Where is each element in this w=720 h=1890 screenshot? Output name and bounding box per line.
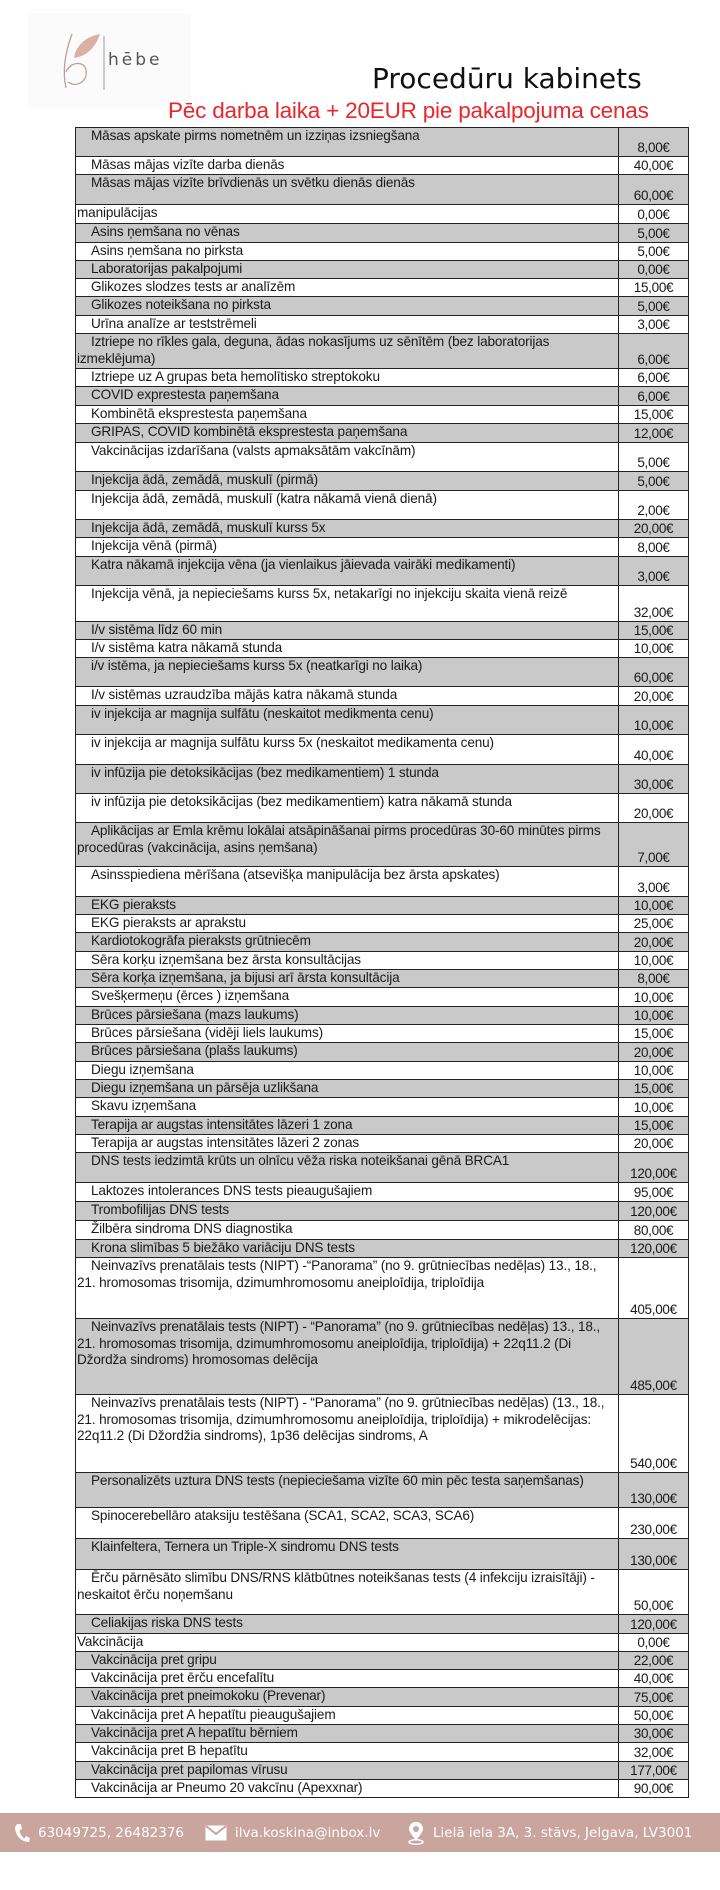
service-price: 12,00€ (633, 426, 674, 441)
service-name: Neinvazīvs prenatālais tests (NIPT) -“Panorama” (no 9. grūtniecības nedēļas) 13., 18., 21. hromosomas trisomija, dzimumhromosomu aneiploīdija, triploīdija (76, 1258, 619, 1318)
table-row (76, 1652, 688, 1670)
page-title: Procedūru kabinets (372, 62, 642, 95)
service-price: 15,00€ (633, 407, 674, 422)
table-row (76, 557, 688, 586)
table-row (76, 1688, 688, 1707)
table-row (76, 794, 688, 823)
table-row (76, 970, 688, 988)
table-row (76, 1240, 688, 1258)
service-price: 540,00€ (630, 1456, 677, 1471)
service-price: 3,00€ (637, 317, 670, 332)
service-name: COVID exprestesta paņemšana (76, 387, 619, 405)
email-address: ilva.koskina@inbox.lv (235, 1824, 381, 1841)
service-name: Vakcinācija ar Pneumo 20 vakcīnu (Apexxnar) (76, 1780, 619, 1797)
service-name: Terapija ar augstas intensitātes lāzeri 1 zona (76, 1117, 619, 1134)
table-row (76, 224, 688, 243)
service-price: 15,00€ (633, 280, 674, 295)
mail-icon (205, 1825, 227, 1841)
table-row (76, 1743, 688, 1762)
service-price: 22,00€ (633, 1653, 674, 1668)
service-name: iv infūzija pie detoksikācijas (bez medikamentiem) 1 stunda (76, 765, 619, 793)
service-price: 95,00€ (633, 1185, 674, 1200)
service-price: 75,00€ (633, 1690, 674, 1705)
service-price: 130,00€ (630, 1491, 677, 1506)
table-row (76, 823, 688, 867)
service-price: 3,00€ (637, 569, 670, 584)
service-name: I/v sistēma katra nākamā stunda (76, 640, 619, 657)
service-name: Vakcinācijas izdarīšana (valsts apmaksātām vakcīnām) (76, 443, 619, 471)
table-row (76, 491, 688, 520)
service-price: 0,00€ (637, 262, 670, 277)
price-table (75, 127, 689, 1798)
service-price: 10,00€ (633, 1008, 674, 1023)
table-row (76, 472, 688, 491)
table-row (76, 1707, 688, 1725)
service-name: Injekcija vēnā, ja nepieciešams kurss 5x, netakarīgi no injekciju skaita vienā reizē (76, 586, 619, 621)
table-row (76, 1183, 688, 1202)
table-row (76, 128, 688, 157)
service-name: Iztriepe uz A grupas beta hemolītisko streptokoku (76, 369, 619, 386)
table-row (76, 538, 688, 557)
table-row (76, 640, 688, 658)
table-row (76, 243, 688, 261)
category-row (76, 205, 688, 224)
service-name: I/v sistēma līdz 60 min (76, 622, 619, 639)
phone-numbers: 63049725, 26482376 (38, 1824, 185, 1841)
footer-phone[interactable] (14, 1813, 184, 1852)
service-price: 0,00€ (637, 1635, 670, 1650)
service-name: Asinsspiediena mērīšana (atsevišķa manipulācija bez ārsta apskates) (76, 867, 619, 896)
service-price: 120,00€ (630, 1204, 677, 1219)
table-row (76, 915, 688, 933)
table-row (76, 520, 688, 538)
service-name: Urīna analīze ar teststrēmeli (76, 316, 619, 333)
service-price: 15,00€ (633, 1118, 674, 1133)
table-row (76, 157, 688, 175)
service-name: Injekcija vēnā (pirmā) (76, 538, 619, 556)
service-price: 40,00€ (633, 1671, 674, 1686)
service-price: 177,00€ (630, 1763, 677, 1778)
service-price: 32,00€ (633, 1745, 674, 1760)
service-price: 130,00€ (630, 1553, 677, 1568)
table-row (76, 687, 688, 706)
table-row (76, 1007, 688, 1025)
service-price: 80,00€ (633, 1223, 674, 1238)
service-price: 15,00€ (633, 1026, 674, 1041)
service-name: Injekcija ādā, zemādā, muskulī (katra nākamā vienā dienā) (76, 491, 619, 519)
service-name: Svešķermeņu (ērces ) izņemšana (76, 988, 619, 1006)
table-row (76, 1473, 688, 1508)
service-name: iv injekcija ar magnija sulfātu kurss 5x (neskaitot medikamenta cenu) (76, 735, 619, 764)
service-price: 6,00€ (637, 370, 670, 385)
table-row (76, 867, 688, 897)
table-row (76, 1098, 688, 1117)
service-name: Vakcinācija pret A hepatītu pieaugušajiem (76, 1707, 619, 1724)
table-row (76, 406, 688, 424)
table-row (76, 1319, 688, 1395)
service-price: 3,00€ (637, 880, 670, 895)
service-name: Vakcinācija pret B hepatītu (76, 1743, 619, 1761)
service-name: Brūces pārsiešana (mazs laukums) (76, 1007, 619, 1024)
service-price: 2,00€ (637, 503, 670, 518)
table-row (76, 1762, 688, 1780)
footer-email[interactable] (205, 1813, 380, 1852)
service-price: 8,00€ (637, 971, 670, 986)
service-name: i/v istēma, ja nepieciešams kurss 5x (neatkarīgi no laika) (76, 658, 619, 686)
service-name: Trombofilijas DNS tests (76, 1202, 619, 1220)
table-row (76, 369, 688, 387)
service-name: Skavu izņemšana (76, 1098, 619, 1116)
service-price: 6,00€ (637, 352, 670, 367)
service-name: Māsas apskate pirms nometnēm un izziņas izsniegšana (76, 128, 619, 156)
service-price: 8,00€ (637, 540, 670, 555)
service-price: 10,00€ (633, 990, 674, 1005)
service-name: Asins ņemšana no pirksta (76, 243, 619, 260)
service-name: Injekcija ādā, zemādā, muskulī (pirmā) (76, 472, 619, 490)
service-price: 40,00€ (633, 158, 674, 173)
table-row (76, 1153, 688, 1183)
table-row (76, 1725, 688, 1743)
service-price: 10,00€ (633, 641, 674, 656)
table-row (76, 1395, 688, 1473)
service-price: 120,00€ (630, 1617, 677, 1632)
service-name: EKG pieraksts ar aprakstu (76, 915, 619, 932)
table-row (76, 933, 688, 952)
table-row (76, 765, 688, 794)
table-row (76, 334, 688, 369)
service-price: 10,00€ (633, 953, 674, 968)
table-row (76, 706, 688, 735)
table-row (76, 424, 688, 443)
service-price: 90,00€ (633, 1781, 674, 1796)
service-name: Spinocerebellāro ataksiju testēšana (SCA1, SCA2, SCA3, SCA6) (76, 1508, 619, 1538)
table-row (76, 1670, 688, 1688)
service-name: iv injekcija ar magnija sulfātu (neskaitot medikmenta cenu) (76, 706, 619, 734)
service-name: Glikozes slodzes tests ar analīzēm (76, 279, 619, 296)
service-name: Diegu izņemšana (76, 1062, 619, 1079)
phone-icon (14, 1823, 30, 1843)
service-price: 120,00€ (630, 1166, 677, 1181)
service-price: 20,00€ (633, 1136, 674, 1151)
service-price: 50,00€ (633, 1598, 674, 1613)
service-price: 120,00€ (630, 1241, 677, 1256)
table-row (76, 952, 688, 970)
service-price: 25,00€ (633, 916, 674, 931)
table-row (76, 586, 688, 622)
service-name: Injekcija ādā, zemādā, muskulī kurss 5x (76, 520, 619, 537)
service-name: Asins ņemšana no vēnas (76, 224, 619, 242)
table-row (76, 1508, 688, 1539)
service-name: Brūces pārsiešana (vidēji liels laukums) (76, 1025, 619, 1042)
service-name: Māsas mājas vizīte brīvdienās un svētku dienās dienās (76, 175, 619, 204)
table-row (76, 261, 688, 279)
service-name: I/v sistēmas uzraudzība mājās katra nākamā stunda (76, 687, 619, 705)
service-name: Vakcinācija pret gripu (76, 1652, 619, 1669)
table-row (76, 297, 688, 316)
service-name: Glikozes noteikšana no pirksta (76, 297, 619, 315)
service-name: Neinvazīvs prenatālais tests (NIPT) - “Panorama” (no 9. grūtniecības nedēļas) (13., 18., 21. hromosomas trisomija, dzimumhromosomu aneiploīdija, triploīdija) + mikrodelēcijas: 22q11.2 (Di Džordžia sindroms), 1p36 delēcijas sindroms, A (76, 1395, 619, 1472)
contact-footer (0, 1813, 720, 1852)
service-name: DNS tests iedzimtā krūts un olnīcu vēža riska noteikšanai gēnā BRCA1 (76, 1153, 619, 1182)
table-row (76, 1539, 688, 1570)
service-price: 5,00€ (637, 244, 670, 259)
service-name: Diegu izņemšana un pārsēja uzlikšana (76, 1080, 619, 1097)
table-row (76, 1258, 688, 1319)
service-name: Vakcinācija pret pneimokoku (Prevenar) (76, 1688, 619, 1706)
service-name: Vakcinācija pret papilomas vīrusu (76, 1762, 619, 1779)
service-name: Kardiotokogrāfa pieraksts grūtniecēm (76, 933, 619, 951)
service-price: 10,00€ (633, 898, 674, 913)
service-price: 8,00€ (637, 140, 670, 155)
table-row (76, 279, 688, 297)
service-price: 50,00€ (633, 1708, 674, 1723)
service-price: 20,00€ (633, 521, 674, 536)
service-price: 230,00€ (630, 1522, 677, 1537)
service-name: GRIPAS, COVID kombinētā eksprestesta paņemšana (76, 424, 619, 442)
table-row (76, 1221, 688, 1240)
service-name: Kombinētā eksprestesta paņemšana (76, 406, 619, 423)
service-price: 5,00€ (637, 299, 670, 314)
table-row (76, 1080, 688, 1098)
service-price: 60,00€ (633, 670, 674, 685)
service-name: Vakcinācija pret ērču encefalītu (76, 1670, 619, 1687)
location-pin-icon (407, 1821, 425, 1845)
service-price: 40,00€ (633, 748, 674, 763)
service-price: 60,00€ (633, 188, 674, 203)
table-row (76, 175, 688, 205)
service-name: Personalizēts uztura DNS tests (nepieciešama vizīte 60 min pēc testa saņemšanas) (76, 1473, 619, 1507)
service-price: 10,00€ (633, 1100, 674, 1115)
service-name: Katra nākamā injekcija vēna (ja vienlaikus jāievada vairāki medikamenti) (76, 557, 619, 585)
footer-address[interactable] (407, 1813, 692, 1852)
service-name: Māsas mājas vizīte darba dienās (76, 157, 619, 174)
service-price: 405,00€ (630, 1302, 677, 1317)
service-price: 10,00€ (633, 718, 674, 733)
service-name: Celiakijas riska DNS tests (76, 1615, 619, 1633)
table-row (76, 1570, 688, 1615)
table-row (76, 658, 688, 687)
service-name: Laboratorijas pakalpojumi (76, 261, 619, 278)
service-name: Aplikācijas ar Emla krēmu lokālai atsāpināšanai pirms procedūras 30-60 minūtes pirms procedūras (vakcinācija, asins ņemšana) (76, 823, 619, 866)
street-address: Lielā iela 3A, 3. stāvs, Jelgava, LV3001 (433, 1824, 693, 1841)
service-name: Neinvazīvs prenatālais tests (NIPT) - “Panorama” (no 9. grūtniecības nedēļas) 13., 18., 21. hromosomas trisomija, dzimumhromosomu aneiploīdija, triploīdija) + 22q11.2 (Di Džordža sindroms) hromosomas delēcija (76, 1319, 619, 1394)
service-price: 20,00€ (633, 806, 674, 821)
table-row (76, 1025, 688, 1043)
logo-text: hēbe (108, 50, 163, 70)
service-name: Vakcinācija pret A hepatītu bērniem (76, 1725, 619, 1742)
table-row (76, 387, 688, 406)
service-price: 20,00€ (633, 689, 674, 704)
service-price: 30,00€ (633, 1726, 674, 1741)
service-name: Iztriepe no rīkles gala, deguna, ādas nokasījums uz sēnītēm (bez laboratorijas izmeklējuma) (76, 334, 619, 368)
table-row (76, 443, 688, 472)
service-name: Brūces pārsiešana (plašs laukums) (76, 1043, 619, 1061)
service-name: iv infūzija pie detoksikācijas (bez medikamentiem) katra nākamā stunda (76, 794, 619, 822)
table-row (76, 316, 688, 334)
table-row (76, 1117, 688, 1135)
table-row (76, 735, 688, 765)
service-name: Sēra korķu izņemšana bez ārsta konsultācijas (76, 952, 619, 969)
service-price: 20,00€ (633, 1045, 674, 1060)
service-name: Krona slimības 5 biežāko variāciju DNS tests (76, 1240, 619, 1257)
service-name: Žilbēra sindroma DNS diagnostika (76, 1221, 619, 1239)
service-price: 20,00€ (633, 935, 674, 950)
service-price: 5,00€ (637, 474, 670, 489)
table-row (76, 1135, 688, 1153)
service-name: Laktozes intolerances DNS tests pieaugušajiem (76, 1183, 619, 1201)
table-row (76, 1780, 688, 1798)
service-name: Klainfeltera, Ternera un Triple-X sindromu DNS tests (76, 1539, 619, 1569)
table-row (76, 1062, 688, 1080)
service-price: 5,00€ (637, 455, 670, 470)
service-name: Sēra korķa izņemšana, ja bijusi arī ārsta konsultācija (76, 970, 619, 987)
service-name: Terapija ar augstas intensitātes lāzeri 2 zonas (76, 1135, 619, 1152)
after-hours-notice: Pēc darba laika + 20EUR pie pakalpojuma cenas (168, 98, 649, 123)
table-row (76, 897, 688, 915)
category-row (76, 1634, 688, 1652)
service-price: 15,00€ (633, 623, 674, 638)
table-row (76, 988, 688, 1007)
service-name: manipulācijas (76, 205, 619, 223)
service-price: 32,00€ (633, 605, 674, 620)
service-price: 0,00€ (637, 207, 670, 222)
service-price: 485,00€ (630, 1378, 677, 1393)
service-name: Vakcinācija (76, 1634, 619, 1651)
service-name: EKG pieraksts (76, 897, 619, 914)
hebe-leaf-logo-icon (58, 30, 108, 92)
service-price: 5,00€ (637, 226, 670, 241)
service-price: 15,00€ (633, 1081, 674, 1096)
table-row (76, 622, 688, 640)
table-row (76, 1202, 688, 1221)
table-row (76, 1615, 688, 1634)
service-price: 7,00€ (637, 850, 670, 865)
service-price: 6,00€ (637, 389, 670, 404)
service-name: Ērču pārnēsāto slimību DNS/RNS klātbūtnes noteikšanas tests (4 infekciju izraisītāji) - neskaitot ērču noņemšanu (76, 1570, 619, 1614)
table-row (76, 1043, 688, 1062)
service-price: 10,00€ (633, 1063, 674, 1078)
service-price: 30,00€ (633, 777, 674, 792)
